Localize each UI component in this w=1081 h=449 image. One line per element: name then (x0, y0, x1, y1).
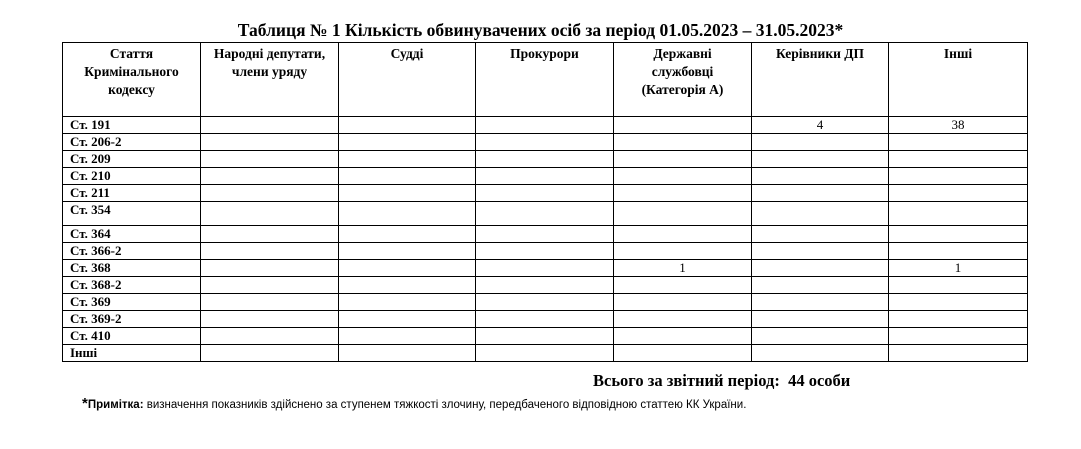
table-row (63, 226, 1028, 243)
table-cell (476, 328, 614, 345)
row-label: Ст. 354 (63, 202, 201, 226)
data-table (62, 42, 1028, 362)
row-label: Ст. 368 (63, 260, 201, 277)
table-row (63, 117, 1028, 134)
col-header-deputies: Народні депутати, члени уряду (201, 43, 339, 117)
row-label: Інші (63, 345, 201, 362)
table-cell (476, 168, 614, 185)
table-cell (614, 168, 752, 185)
table-cell (889, 151, 1028, 168)
table-cell (476, 202, 614, 226)
table-cell (889, 168, 1028, 185)
table-cell (339, 294, 476, 311)
table-cell (476, 134, 614, 151)
table-cell (201, 243, 339, 260)
table-cell (339, 345, 476, 362)
table-cell (476, 243, 614, 260)
table-cell (614, 345, 752, 362)
table-row (63, 345, 1028, 362)
row-label: Ст. 210 (63, 168, 201, 185)
table-cell (339, 151, 476, 168)
table-cell (201, 311, 339, 328)
table-cell (752, 185, 889, 202)
table-row (63, 202, 1028, 226)
table-cell (614, 226, 752, 243)
table-cell (752, 168, 889, 185)
row-label: Ст. 366-2 (63, 243, 201, 260)
table-cell (339, 226, 476, 243)
col-header-civil-servants: Державні службовці (Категорія А) (614, 43, 752, 117)
table-cell (889, 226, 1028, 243)
table-cell (752, 345, 889, 362)
table-cell (889, 294, 1028, 311)
table-cell (339, 202, 476, 226)
table-cell: 1 (614, 260, 752, 277)
table-cell (614, 117, 752, 134)
table-cell (889, 345, 1028, 362)
table-cell (201, 260, 339, 277)
table-cell (889, 311, 1028, 328)
footnote-text: визначення показників здійснено за ступенем тяжкості злочину, передбаченого відповідною статтею КК України. (146, 399, 747, 411)
table-cell (339, 168, 476, 185)
table-cell (614, 277, 752, 294)
footnote-label: Примітка: (87, 399, 144, 411)
table-cell (476, 345, 614, 362)
table-cell (476, 117, 614, 134)
table-cell (339, 277, 476, 294)
table-cell (614, 151, 752, 168)
table-cell (752, 151, 889, 168)
table-cell: 38 (889, 117, 1028, 134)
row-label: Ст. 369 (63, 294, 201, 311)
table-cell (889, 202, 1028, 226)
row-label: Ст. 410 (63, 328, 201, 345)
col-header-state-enterprise-heads: Керівники ДП (752, 43, 889, 117)
table-cell (339, 134, 476, 151)
table-cell (201, 168, 339, 185)
table-cell (752, 311, 889, 328)
table-row (63, 134, 1028, 151)
row-label: Ст. 368-2 (63, 277, 201, 294)
row-label: Ст. 191 (63, 117, 201, 134)
table-cell (889, 328, 1028, 345)
total-value: 44 особи (788, 371, 851, 390)
row-label: Ст. 364 (63, 226, 201, 243)
table-cell (614, 311, 752, 328)
table-cell (476, 311, 614, 328)
col-header-article: Стаття Кримінального кодексу (63, 43, 201, 117)
table-cell (614, 243, 752, 260)
table-cell (752, 243, 889, 260)
table-cell (201, 294, 339, 311)
col-header-judges: Судді (339, 43, 476, 117)
table-row (63, 294, 1028, 311)
table-row (63, 328, 1028, 345)
table-cell (201, 134, 339, 151)
row-label: Ст. 209 (63, 151, 201, 168)
table-cell (614, 134, 752, 151)
table-row (63, 168, 1028, 185)
total-label: Всього за звітний період: (593, 371, 780, 390)
table-cell (752, 328, 889, 345)
header-row (63, 43, 1028, 117)
table-cell (339, 243, 476, 260)
table-row (63, 185, 1028, 202)
row-label: Ст. 369-2 (63, 311, 201, 328)
table-cell (614, 185, 752, 202)
table-cell (752, 294, 889, 311)
table-title: Таблиця № 1 Кількість обвинувачених осіб за період 01.05.2023 – 31.05.2023* (237, 20, 844, 40)
col-header-prosecutors: Прокурори (476, 43, 614, 117)
table-cell (889, 277, 1028, 294)
table-cell (339, 328, 476, 345)
table-cell: 4 (752, 117, 889, 134)
row-label: Ст. 211 (63, 185, 201, 202)
table-cell (201, 328, 339, 345)
table-cell (201, 226, 339, 243)
table-cell (339, 117, 476, 134)
table-cell (201, 277, 339, 294)
table-cell: 1 (889, 260, 1028, 277)
footnote (82, 395, 746, 414)
table-cell (752, 134, 889, 151)
table-cell (752, 277, 889, 294)
table-row (63, 311, 1028, 328)
table-cell (614, 328, 752, 345)
table-cell (201, 117, 339, 134)
table-cell (201, 185, 339, 202)
table-cell (476, 277, 614, 294)
table-cell (752, 202, 889, 226)
total-summary (593, 371, 850, 391)
table-row (63, 277, 1028, 294)
table-row (63, 243, 1028, 260)
table-cell (752, 226, 889, 243)
table-cell (614, 202, 752, 226)
table-cell (476, 226, 614, 243)
footnote-marker: * (82, 395, 88, 412)
table-cell (476, 151, 614, 168)
table-cell (476, 260, 614, 277)
table-cell (476, 185, 614, 202)
table-cell (614, 294, 752, 311)
table-cell (339, 185, 476, 202)
table-cell (201, 151, 339, 168)
table-cell (339, 311, 476, 328)
table-cell (889, 243, 1028, 260)
table-cell (752, 260, 889, 277)
table-cell (476, 294, 614, 311)
table-row (63, 260, 1028, 277)
table-cell (889, 134, 1028, 151)
table-cell (201, 345, 339, 362)
row-label: Ст. 206-2 (63, 134, 201, 151)
col-header-others: Інші (889, 43, 1028, 117)
table-cell (889, 185, 1028, 202)
table-cell (339, 260, 476, 277)
table-row (63, 151, 1028, 168)
table-cell (201, 202, 339, 226)
